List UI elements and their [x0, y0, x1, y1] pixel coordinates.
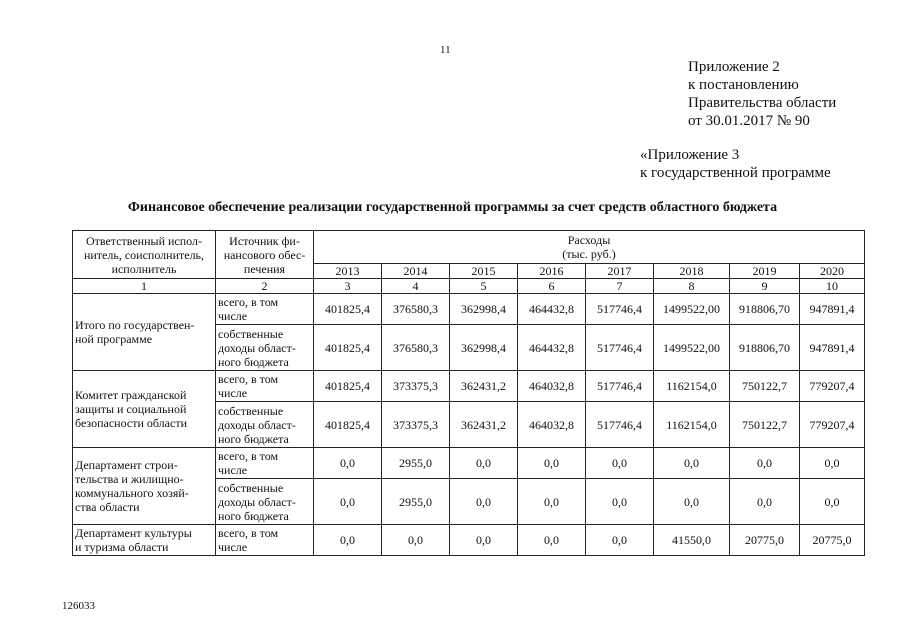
value-cell: 0,0 [450, 448, 518, 479]
value-cell: 0,0 [654, 448, 730, 479]
value-cell: 0,0 [586, 479, 654, 525]
value-cell: 947891,4 [800, 294, 865, 325]
header-row [73, 231, 865, 264]
value-cell: 376580,3 [382, 325, 450, 371]
responsible-cell [73, 371, 216, 448]
source-line: всего, в том [218, 295, 279, 309]
value-cell: 401825,4 [314, 371, 382, 402]
column-number: 4 [382, 279, 450, 294]
value-cell: 0,0 [450, 479, 518, 525]
value-cell: 517746,4 [586, 402, 654, 448]
header-text: (тыс. руб.) [562, 247, 616, 261]
value-cell: 362431,2 [450, 402, 518, 448]
value-cell: 0,0 [518, 479, 586, 525]
footer-code: 126033 [62, 600, 95, 612]
value-cell: 947891,4 [800, 325, 865, 371]
value-cell: 918806,70 [730, 325, 800, 371]
value-cell: 1162154,0 [654, 371, 730, 402]
page-number: 11 [440, 44, 451, 56]
value-cell: 517746,4 [586, 371, 654, 402]
value-cell: 0,0 [450, 525, 518, 556]
value-cell: 1162154,0 [654, 402, 730, 448]
value-cell: 20775,0 [800, 525, 865, 556]
value-cell: 2955,0 [382, 479, 450, 525]
responsible-line: Департамент культуры [75, 526, 192, 540]
source-cell [216, 325, 314, 371]
source-line: собственные [218, 480, 284, 495]
source-line: доходы област- [218, 340, 296, 355]
source-cell [216, 479, 314, 525]
header-expenses [314, 231, 865, 264]
value-cell: 918806,70 [730, 294, 800, 325]
value-cell: 362998,4 [450, 294, 518, 325]
value-cell: 362998,4 [450, 325, 518, 371]
year-cell: 2019 [730, 264, 800, 279]
value-cell: 20775,0 [730, 525, 800, 556]
source-cell [216, 371, 314, 402]
value-cell: 41550,0 [654, 525, 730, 556]
source-line: ного бюджета [218, 354, 289, 369]
column-number: 10 [800, 279, 865, 294]
year-cell: 2020 [800, 264, 865, 279]
value-cell: 0,0 [654, 479, 730, 525]
value-cell: 464432,8 [518, 294, 586, 325]
value-cell: 517746,4 [586, 325, 654, 371]
header-text: Ответственный испол- [85, 233, 203, 248]
value-cell: 0,0 [586, 525, 654, 556]
table-row [73, 371, 865, 402]
source-line: всего, в том [218, 526, 279, 540]
header-responsible [73, 231, 216, 279]
column-number: 6 [518, 279, 586, 294]
responsible-line: ной программе [75, 332, 153, 346]
responsible-cell [73, 525, 216, 556]
column-number: 3 [314, 279, 382, 294]
year-cell: 2018 [654, 264, 730, 279]
source-line: числе [218, 386, 248, 400]
responsible-line: ства области [75, 500, 140, 514]
appendix-header-line: к постановлению [688, 77, 799, 93]
header-text: исполнитель [111, 261, 177, 276]
value-cell: 401825,4 [314, 325, 382, 371]
source-line: числе [218, 309, 248, 323]
value-cell: 750122,7 [730, 402, 800, 448]
source-line: всего, в том [218, 449, 279, 463]
financing-table [72, 230, 865, 556]
responsible-cell [73, 448, 216, 525]
value-cell: 750122,7 [730, 371, 800, 402]
value-cell: 401825,4 [314, 402, 382, 448]
year-cell: 2016 [518, 264, 586, 279]
source-line: числе [218, 463, 248, 477]
value-cell: 0,0 [382, 525, 450, 556]
appendix-subheader-line: к государственной программе [640, 165, 831, 181]
source-line: доходы област- [218, 494, 296, 509]
appendix-header-line: Правительства области [688, 95, 837, 111]
header-text: нитель, соисполнитель, [83, 247, 205, 262]
source-line: ного бюджета [218, 508, 289, 523]
column-number: 2 [216, 279, 314, 294]
column-number-row [73, 279, 865, 294]
year-cell: 2014 [382, 264, 450, 279]
responsible-line: безопасности области [75, 416, 187, 430]
column-number: 8 [654, 279, 730, 294]
appendix-header-line: от 30.01.2017 № 90 [688, 113, 810, 129]
header-text: Расходы [567, 233, 611, 247]
source-line: числе [218, 540, 248, 554]
value-cell: 464032,8 [518, 371, 586, 402]
appendix-subheader-line: «Приложение 3 [640, 147, 740, 163]
source-line: собственные [218, 403, 284, 418]
value-cell: 1499522,00 [654, 294, 730, 325]
source-cell [216, 402, 314, 448]
responsible-line: тельства и жилищно- [75, 472, 184, 486]
column-number: 7 [586, 279, 654, 294]
value-cell: 0,0 [518, 525, 586, 556]
value-cell: 373375,3 [382, 371, 450, 402]
responsible-line: Комитет гражданской [75, 388, 187, 402]
value-cell: 0,0 [800, 479, 865, 525]
responsible-line: защиты и социальной [75, 402, 187, 416]
value-cell: 401825,4 [314, 294, 382, 325]
value-cell: 373375,3 [382, 402, 450, 448]
responsible-line: Департамент строи- [75, 458, 178, 472]
value-cell: 0,0 [800, 448, 865, 479]
value-cell: 0,0 [314, 479, 382, 525]
responsible-cell [73, 294, 216, 371]
value-cell: 362431,2 [450, 371, 518, 402]
value-cell: 779207,4 [800, 371, 865, 402]
appendix-subheader [640, 146, 831, 182]
responsible-line: Итого по государствен- [75, 318, 195, 332]
value-cell: 464032,8 [518, 402, 586, 448]
value-cell: 0,0 [518, 448, 586, 479]
table-row [73, 448, 865, 479]
source-line: собственные [218, 326, 284, 341]
value-cell: 376580,3 [382, 294, 450, 325]
value-cell: 0,0 [730, 448, 800, 479]
column-number: 9 [730, 279, 800, 294]
year-cell: 2017 [586, 264, 654, 279]
header-source [216, 231, 314, 279]
value-cell: 0,0 [730, 479, 800, 525]
responsible-line: и туризма области [75, 540, 169, 554]
source-cell [216, 525, 314, 556]
source-line: ного бюджета [218, 431, 289, 446]
value-cell: 517746,4 [586, 294, 654, 325]
column-number: 5 [450, 279, 518, 294]
header-text: печения [243, 261, 286, 276]
source-cell [216, 448, 314, 479]
source-line: доходы област- [218, 417, 296, 432]
source-line: всего, в том [218, 372, 279, 386]
value-cell: 0,0 [314, 448, 382, 479]
column-number: 1 [73, 279, 216, 294]
header-text: Источник фи- [229, 233, 300, 248]
table-row [73, 525, 865, 556]
document-title: Финансовое обеспечение реализации государственной программы за счет средств областного бюджета [127, 200, 778, 215]
value-cell: 2955,0 [382, 448, 450, 479]
value-cell: 1499522,00 [654, 325, 730, 371]
appendix-header [688, 58, 836, 130]
value-cell: 779207,4 [800, 402, 865, 448]
table-row [73, 294, 865, 325]
source-cell [216, 294, 314, 325]
header-text: нансового обес- [223, 247, 306, 262]
value-cell: 464432,8 [518, 325, 586, 371]
appendix-header-line: Приложение 2 [688, 59, 780, 75]
value-cell: 0,0 [586, 448, 654, 479]
year-cell: 2015 [450, 264, 518, 279]
responsible-line: коммунального хозяй- [75, 486, 189, 500]
year-cell: 2013 [314, 264, 382, 279]
value-cell: 0,0 [314, 525, 382, 556]
